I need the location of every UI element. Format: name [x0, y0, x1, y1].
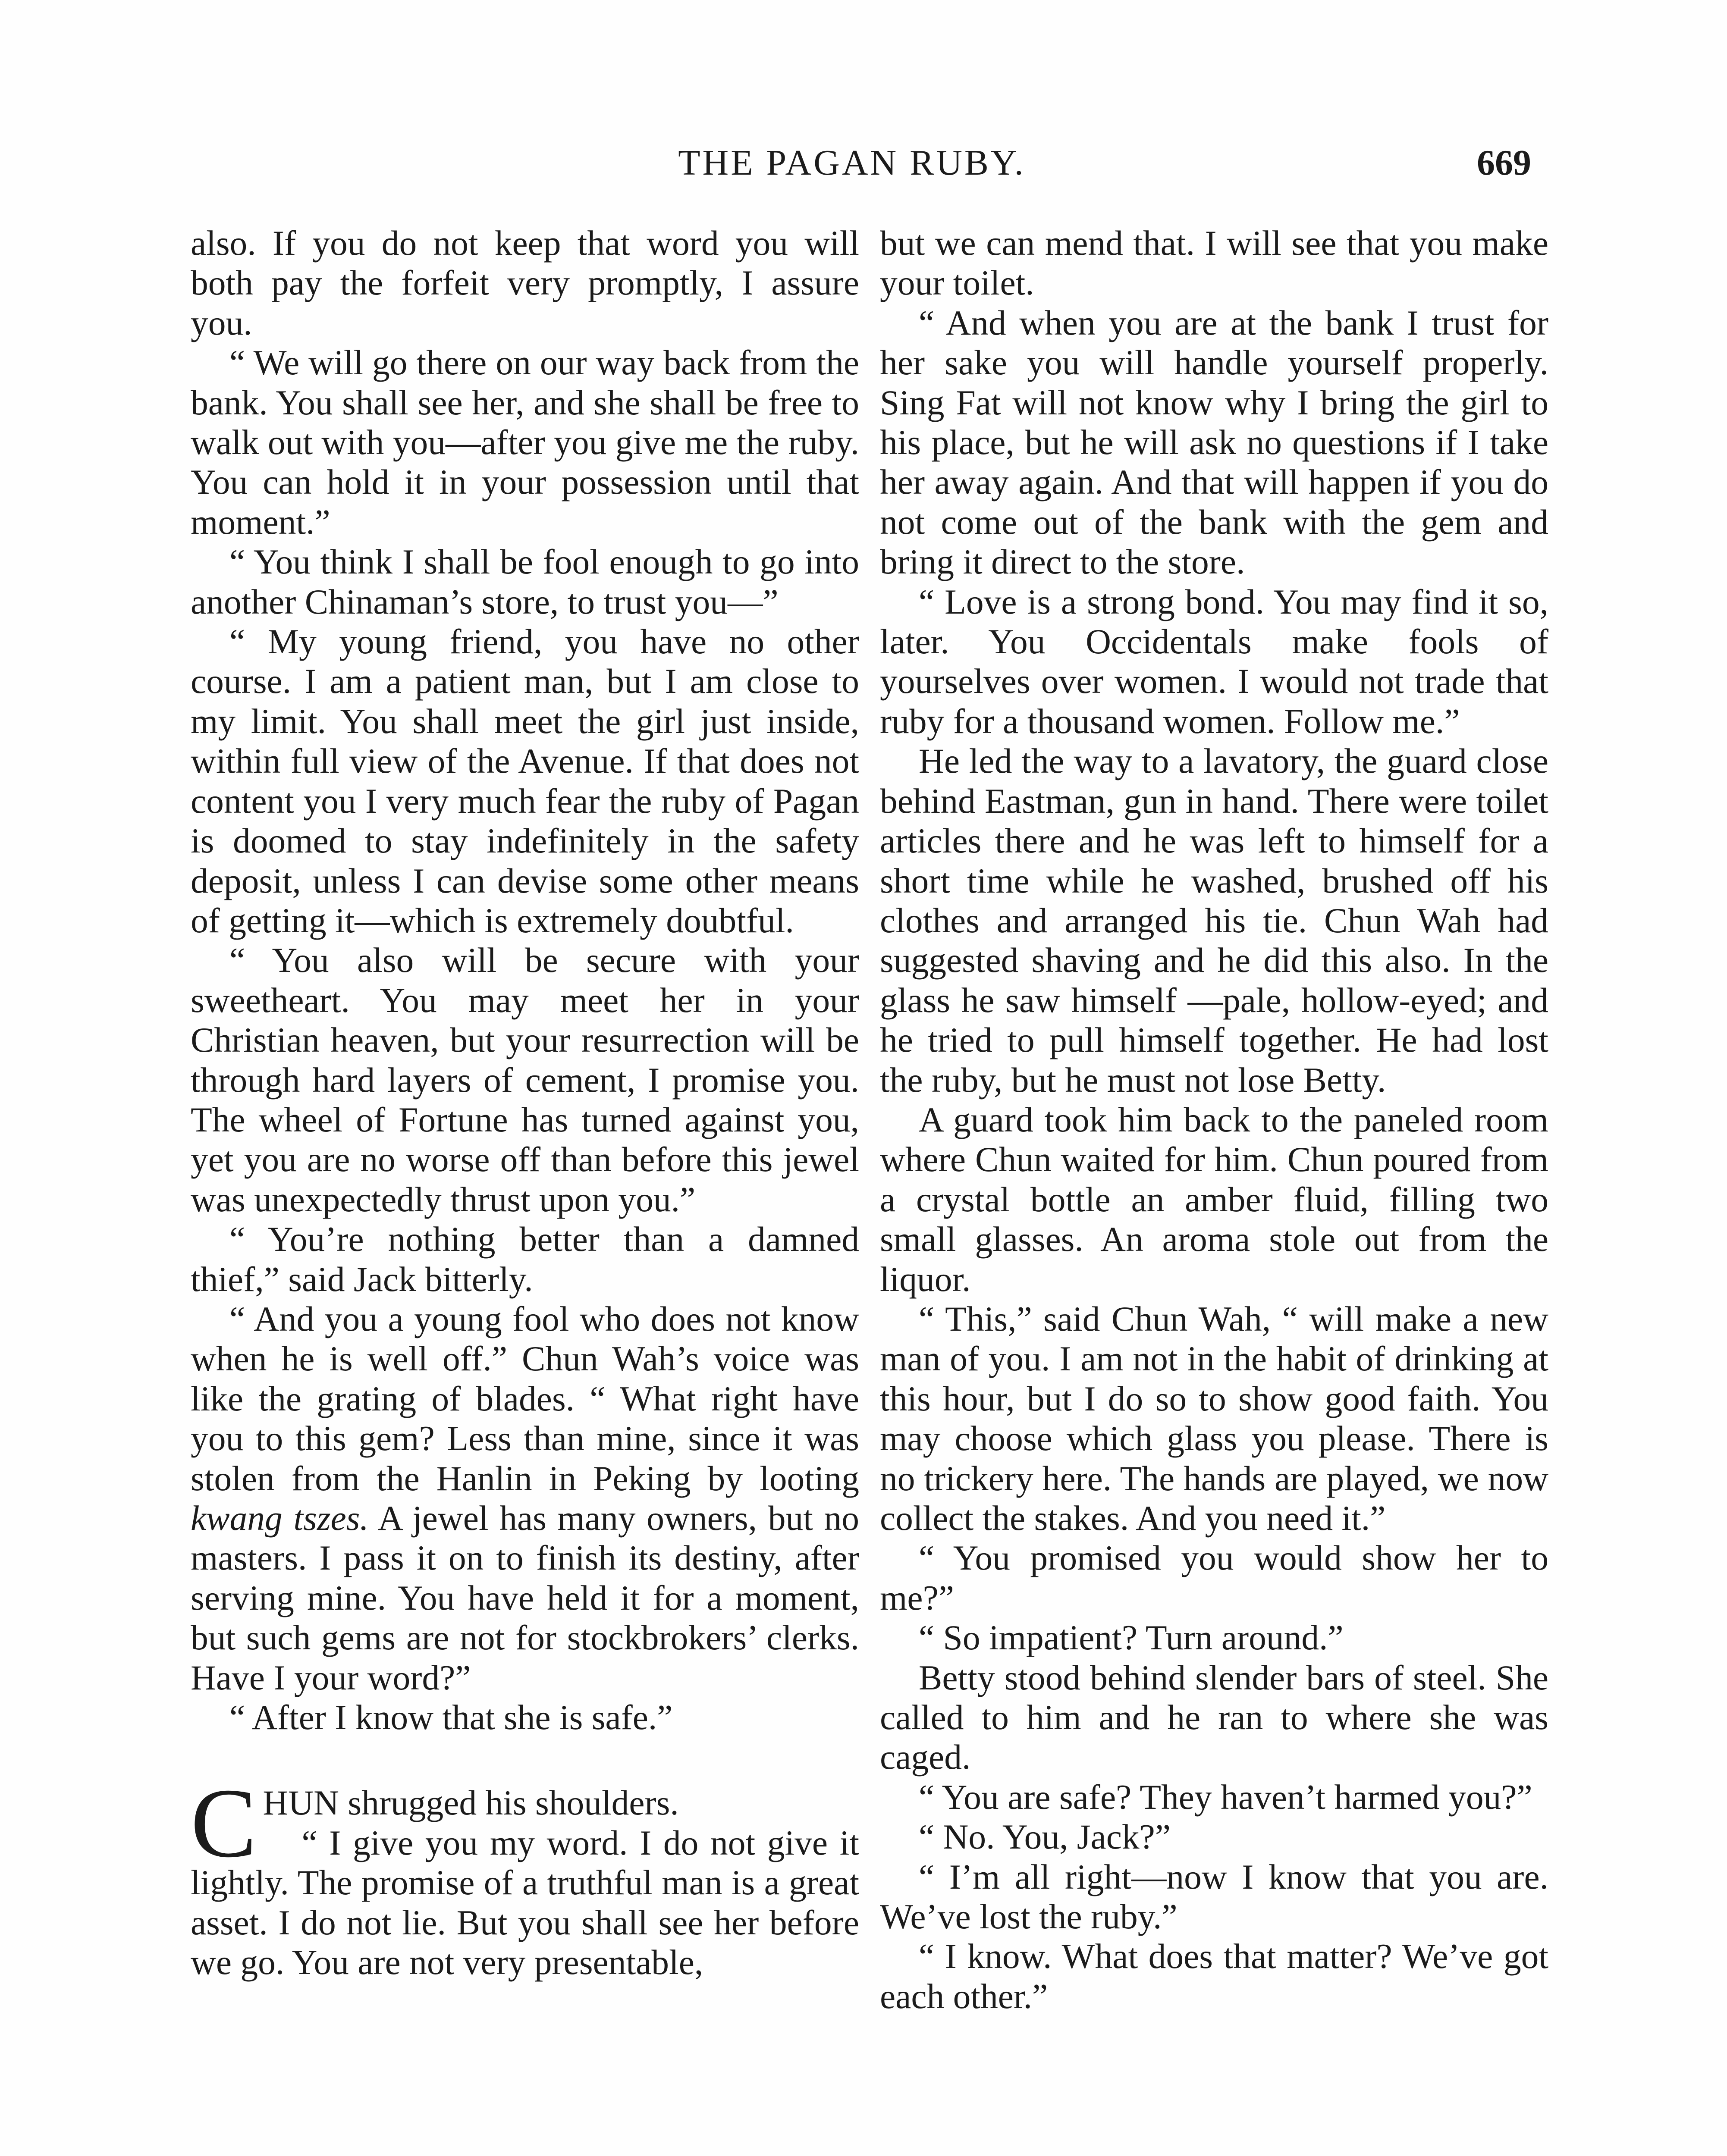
paragraph: also. If you do not keep that word you will both pay the forfeit very promptly, I assure you. [191, 223, 859, 342]
paragraph: “ You’re nothing better than a damned thief,” said Jack bitterly. [191, 1219, 859, 1299]
paragraph-text: A jewel has many owners, but no masters. I pass it on to finish its destiny, after serving mine. You have held it for a moment, but such gems are not for stockbrokers’ clerks. Have I your word?” [191, 1498, 860, 1697]
drop-cap: C [191, 1768, 257, 1878]
paragraph: “ You are safe? They haven’t harmed you?” [919, 1777, 1532, 1817]
paragraph: “ I know. What does that matter? We’ve got each other.” [880, 1937, 1548, 2016]
paragraph: A guard took him back to the paneled room where Chun waited for him. Chun poured from a crystal bottle an amber fluid, filling two small glasses. An aroma stole out from the liquor. [880, 1100, 1548, 1299]
paragraph: Betty stood behind slender bars of steel. She called to him and he ran to where she was caged. [880, 1658, 1548, 1777]
paragraph: “ So impatient? Turn around.” [919, 1618, 1344, 1658]
paragraph: “ You think I shall be fool enough to go into another Chinaman’s store, to trust you—” [191, 542, 859, 621]
paragraph: “ You also will be secure with your sweetheart. You may meet her in your Christian heaven, but your resurrection will be through hard layers of cement, I promise you. The wheel of Fortune has turned against you, yet you are no worse off than before this jewel was unexpectedly thrust upon you.” [191, 940, 859, 1219]
section-break [191, 1737, 859, 1783]
paragraph-text: “ I give you my word. I do not give it lightly. The promise of a truthful man is a great asset. I do not lie. But you shall see her before we go. You are not very presentable, [191, 1823, 859, 1982]
paragraph: “ Love is a strong bond. You may find it so, later. You Occidentals make fools of yourselves over women. I would not trade that ruby for a thousand women. Follow me.” [880, 582, 1548, 741]
paragraph: He led the way to a lavatory, the guard close behind Eastman, gun in hand. There were toilet articles there and he was left to himself for a short time while he washed, brushed off his clothes and arranged his tie. Chun Wah had suggested shaving and he did this also. In the glass he saw himself —pale, hollow-eyed; and he tried to pull himself together. He had lost the ruby, but he must not lose Betty. [880, 741, 1548, 1100]
paragraph: “ We will go there on our way back from the bank. You shall see her, and she shall be free to walk out with you—after you give me the ruby. You can hold it in your possession until that moment.” [191, 343, 859, 542]
page-header [173, 137, 1531, 197]
paragraph: “ My young friend, you have no other course. I am a patient man, but I am close to my limit. You shall meet the girl just inside, within full view of the Avenue. If that does not content you I very much fear the ruby of Pagan is doomed to stay indefinitely in the safety deposit, unless I can devise some other means of getting it—which is extremely doubtful. [191, 622, 859, 940]
paragraph [191, 1299, 859, 1698]
dropcap-paragraph [191, 1768, 859, 1982]
paragraph: “ I’m all right—now I know that you are. We’ve lost the ruby.” [880, 1857, 1548, 1937]
paragraph: “ After I know that she is safe.” [229, 1698, 673, 1737]
paragraph: “ This,” said Chun Wah, “ will make a new man of you. I am not in the habit of drinking at this hour, but I do so to show good faith. You may choose which glass you please. There is no trickery here. The hands are played, we now collect the stakes. And you need it.” [880, 1299, 1548, 1538]
running-title: THE PAGAN RUBY. [678, 143, 1026, 183]
italic-phrase: kwang tszes. [191, 1498, 369, 1538]
page-number: 669 [1477, 143, 1531, 183]
left-column [191, 223, 859, 1982]
paragraph: “ And when you are at the bank I trust for her sake you will handle yourself properly. Sing Fat will not know why I bring the girl to his place, but he will ask no questions if I take her away again. And that will happen if you do not come out of the bank with the gem and bring it direct to the store. [880, 303, 1548, 582]
right-column [880, 223, 1548, 2016]
paragraph: “ No. You, Jack?” [919, 1817, 1171, 1857]
paragraph: “ You promised you would show her to me?” [880, 1538, 1548, 1617]
paragraph: but we can mend that. I will see that you make your toilet. [880, 223, 1548, 303]
paragraph-text: HUN shrugged his shoulders. [263, 1783, 679, 1823]
paragraph-text: “ And you a young fool who does not know when he is well off.” Chun Wah’s voice was like the grating of blades. “ What right have you to this gem? Less than mine, since it was stolen from the Hanlin in Peking by looting [191, 1299, 859, 1498]
